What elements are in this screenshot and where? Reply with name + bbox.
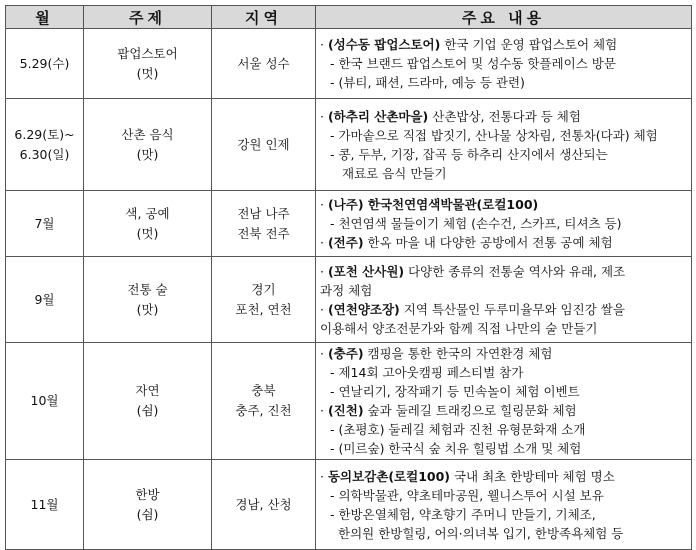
bullet-dot: · bbox=[320, 346, 328, 361]
region-cell bbox=[212, 99, 316, 191]
content-line-bold: (포천 산사원) bbox=[327, 263, 405, 279]
content-cell bbox=[316, 460, 692, 550]
region-cell-line: 충북 bbox=[251, 383, 276, 398]
region-cell-line: 전북 전주 bbox=[237, 225, 290, 241]
region-cell bbox=[212, 257, 316, 343]
content-cell bbox=[316, 191, 692, 257]
month-cell bbox=[6, 257, 84, 343]
header-content: 주요 내용 bbox=[316, 6, 692, 29]
theme-cell bbox=[84, 29, 212, 99]
month-cell bbox=[6, 460, 84, 550]
content-line-bold: (진천) bbox=[327, 403, 364, 418]
month-cell bbox=[6, 343, 84, 460]
content-line-text: 한국천연염색박물관(로컬100) bbox=[363, 197, 539, 212]
table-row bbox=[6, 191, 692, 257]
content-line-text: 국내 최초 한방테마 체험 명소 bbox=[450, 468, 615, 484]
content-line-text: 산촌밥상, 전통다과 등 체험 bbox=[428, 108, 581, 124]
content-line bbox=[320, 467, 687, 486]
header-theme: 주제 bbox=[84, 6, 212, 29]
content-line-text: 한옥 마을 내 다양한 공방에서 전통 공예 체험 bbox=[363, 235, 613, 250]
content-line-text: 지역 특산물인 두루미율무와 임진강 쌀을 bbox=[399, 301, 625, 317]
content-line-bold: (성수동 팝업스토어) bbox=[327, 37, 441, 52]
content-line: 한의원 한방힐링, 어의·의녀복 입기, 한방족욕체험 등 bbox=[338, 525, 624, 541]
content-line: - 의학박물관, 약초테마공원, 웰니스투어 시설 보유 bbox=[330, 487, 604, 503]
month-cell-line: 9월 bbox=[34, 291, 55, 307]
content-cell bbox=[316, 99, 692, 191]
theme-cell-line: 자연 bbox=[135, 383, 160, 398]
bullet-dot: · bbox=[320, 37, 328, 52]
content-line: 과정 체험 bbox=[320, 282, 373, 298]
region-cell bbox=[212, 460, 316, 550]
content-cell bbox=[316, 257, 692, 343]
bullet-dot: · bbox=[320, 197, 328, 212]
month-cell-line: 11월 bbox=[30, 496, 59, 512]
month-cell bbox=[6, 99, 84, 191]
table-header-row bbox=[6, 6, 692, 29]
content-line-bold: (전주) bbox=[327, 235, 364, 250]
table-row bbox=[6, 29, 692, 99]
content-line: - 연날리기, 장작패기 등 민속놀이 체험 이벤트 bbox=[330, 384, 580, 399]
theme-cell-line: (멋) bbox=[136, 65, 159, 81]
region-cell bbox=[212, 29, 316, 99]
content-line: - 제14회 고아웃캠핑 페스티벌 참가 bbox=[330, 365, 524, 380]
theme-cell bbox=[84, 99, 212, 191]
theme-cell bbox=[84, 343, 212, 460]
header-month: 월 bbox=[6, 6, 84, 29]
theme-cell-line: 색, 공예 bbox=[125, 205, 170, 221]
theme-cell-line: 산촌 음식 bbox=[121, 126, 174, 142]
region-cell bbox=[212, 343, 316, 460]
content-line: - 한방온열체험, 약초향기 주머니 만들기, 기체조, bbox=[330, 506, 596, 522]
content-line-bold: (연천양조장) bbox=[327, 301, 400, 317]
theme-cell-line: (맛) bbox=[136, 301, 159, 317]
content-line: 재료로 음식 만들기 bbox=[342, 165, 447, 181]
region-cell bbox=[212, 191, 316, 257]
table-row bbox=[6, 257, 692, 343]
content-line bbox=[320, 195, 687, 214]
content-line-text: 다양한 종류의 전통술 역사와 유래, 제조 bbox=[404, 263, 626, 279]
table-row bbox=[6, 99, 692, 191]
bullet-dot: · bbox=[320, 108, 328, 124]
table-row bbox=[6, 343, 692, 460]
content-line bbox=[320, 233, 687, 252]
bullet-dot: · bbox=[320, 301, 328, 317]
theme-cell-line: (맛) bbox=[136, 146, 159, 162]
month-cell-line: 5.29(수) bbox=[19, 55, 70, 71]
theme-cell-line: 팝업스토어 bbox=[117, 45, 178, 61]
content-line bbox=[320, 344, 687, 363]
content-cell bbox=[316, 29, 692, 99]
content-cell bbox=[316, 343, 692, 460]
content-line: - 천연염색 물들이기 체험 (손수건, 스카프, 티셔츠 등) bbox=[330, 216, 622, 231]
content-line: - (뷰티, 패션, 드라마, 예능 등 관련) bbox=[330, 75, 525, 90]
bullet-dot: · bbox=[320, 235, 328, 250]
header-region: 지역 bbox=[212, 6, 316, 29]
content-line-bold: 동의보감촌(로컬100) bbox=[327, 468, 450, 484]
theme-cell bbox=[84, 257, 212, 343]
region-cell-line: 경기 bbox=[251, 281, 276, 297]
month-cell-line: 10월 bbox=[30, 393, 59, 408]
content-line-text: 한국 기업 운영 팝업스토어 체험 bbox=[440, 37, 618, 52]
content-line: - 한국 브랜드 팝업스토어 및 성수동 핫플레이스 방문 bbox=[330, 56, 616, 71]
theme-cell-line: (멋) bbox=[136, 225, 159, 241]
region-cell-line: 경남, 산청 bbox=[235, 496, 292, 512]
month-cell bbox=[6, 191, 84, 257]
content-line: - 가마솥으로 직접 밥짓기, 산나물 상차림, 전통차(다과) 체험 bbox=[330, 127, 658, 143]
region-cell-line: 포천, 연천 bbox=[235, 301, 292, 317]
content-line: - 콩, 두부, 기장, 잡곡 등 하추리 산지에서 생산되는 bbox=[330, 146, 608, 162]
bullet-dot: · bbox=[320, 403, 328, 418]
theme-cell bbox=[84, 191, 212, 257]
content-line bbox=[320, 401, 687, 420]
content-line-text: 캠핑을 통한 한국의 자연환경 체험 bbox=[363, 346, 553, 361]
theme-cell-line: 전통 술 bbox=[127, 281, 168, 297]
content-line: - (미르숲) 한국식 숲 치유 힐링법 소개 및 체험 bbox=[330, 441, 582, 456]
table-row bbox=[6, 460, 692, 550]
month-cell-line: 6.29(토)~ bbox=[14, 126, 75, 142]
theme-cell-line: 한방 bbox=[135, 486, 160, 502]
content-line: - (초평호) 둘레길 체험과 진천 유형문화재 소개 bbox=[330, 422, 586, 437]
month-cell-line: 7월 bbox=[34, 215, 55, 231]
schedule-table bbox=[5, 5, 692, 550]
content-line-bold: (하추리 산촌마을) bbox=[327, 108, 429, 124]
content-line bbox=[320, 35, 687, 54]
content-line-text: 숲과 둘레길 트래킹으로 힐링문화 체험 bbox=[363, 403, 577, 418]
content-line bbox=[320, 262, 687, 281]
content-line bbox=[320, 300, 687, 319]
theme-cell-line: (쉼) bbox=[136, 506, 159, 522]
bullet-dot: · bbox=[320, 263, 328, 279]
region-cell-line: 강원 인제 bbox=[237, 136, 290, 152]
theme-cell bbox=[84, 460, 212, 550]
theme-cell-line: (쉼) bbox=[136, 403, 159, 418]
content-line bbox=[320, 107, 687, 126]
month-cell bbox=[6, 29, 84, 99]
content-line-bold: (충주) bbox=[327, 346, 364, 361]
content-line: 이용해서 양조전문가와 함께 직접 나만의 술 만들기 bbox=[320, 320, 598, 336]
content-line-bold: (나주) bbox=[327, 197, 364, 212]
month-cell-line: 6.30(일) bbox=[19, 146, 70, 162]
bullet-dot: · bbox=[320, 468, 328, 484]
region-cell-line: 서울 성수 bbox=[237, 55, 290, 71]
region-cell-line: 전남 나주 bbox=[237, 205, 290, 221]
region-cell-line: 충주, 진천 bbox=[235, 403, 292, 418]
